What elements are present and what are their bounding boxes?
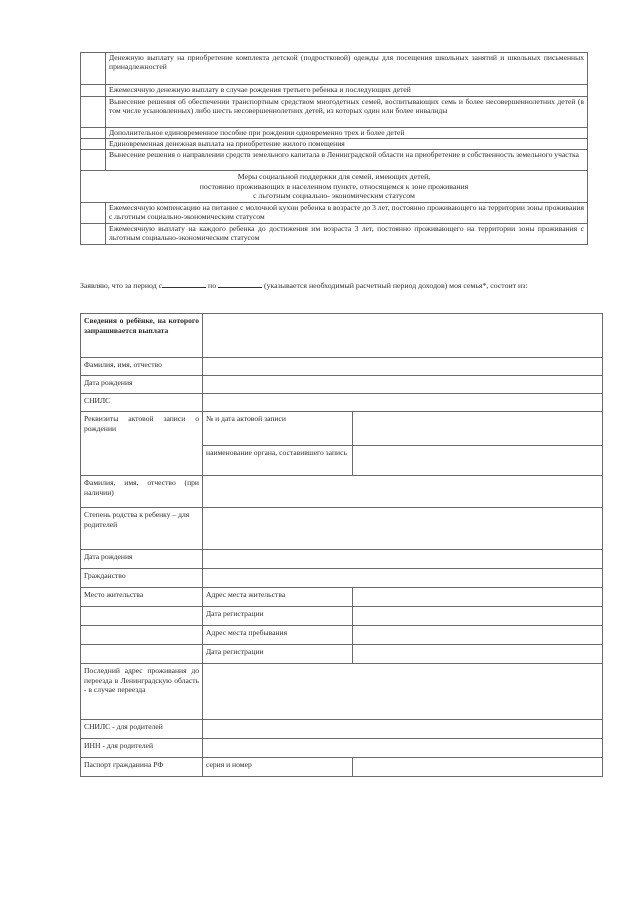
- act-organ-label: наименование органа, составившего запись: [203, 446, 353, 476]
- citizenship-value[interactable]: [203, 569, 603, 588]
- measure-checkbox[interactable]: [81, 202, 106, 223]
- measure-row: [81, 128, 588, 139]
- residence-address-label: Адрес места жительства: [203, 588, 353, 607]
- family-info-table: [80, 313, 603, 777]
- kinship-value[interactable]: [203, 508, 603, 550]
- period-to-field[interactable]: [218, 280, 262, 288]
- measures-header-line: Меры социальной поддержки для семей, имеющих детей,: [237, 172, 431, 181]
- measure-checkbox[interactable]: [81, 97, 106, 128]
- info-row: [81, 412, 603, 446]
- act-organ-value[interactable]: [353, 446, 603, 476]
- info-row: [81, 569, 603, 588]
- snils-label: СНИЛС: [81, 394, 203, 412]
- residence-label: Место жительства: [81, 588, 203, 607]
- measure-checkbox[interactable]: [81, 150, 106, 171]
- measure-checkbox[interactable]: [81, 223, 106, 244]
- measure-text: Ежемесячную компенсацию на питание с молочной кухни ребенка в возрасте до 3 лет, постоянно проживающего на территории зоны проживания с льготным социально-экономическим статусом: [106, 202, 588, 223]
- stay-address-label: Адрес места пребывания: [203, 626, 353, 645]
- statement-text: (указывается необходимый расчетный период доходов) моя семья*, состоит из:: [264, 281, 528, 290]
- info-row: [81, 394, 603, 412]
- stay-reg-date-value[interactable]: [353, 645, 603, 664]
- info-row: [81, 758, 603, 777]
- act-record-label: Реквизиты актовой записи о рождении: [81, 412, 203, 476]
- measure-checkbox[interactable]: [81, 53, 106, 85]
- statement-text: по: [208, 281, 217, 290]
- measures-section-header: [81, 171, 588, 203]
- info-row: [81, 376, 603, 394]
- info-row: [81, 607, 603, 626]
- measure-checkbox[interactable]: [81, 128, 106, 139]
- inn-parents-value[interactable]: [203, 739, 603, 758]
- measure-row: [81, 85, 588, 97]
- info-row: [81, 358, 603, 376]
- measure-row: [81, 223, 588, 244]
- last-address-value[interactable]: [203, 664, 603, 720]
- birth-date-value[interactable]: [203, 376, 603, 394]
- info-row: [81, 739, 603, 758]
- info-row: [81, 508, 603, 550]
- residence-address-value[interactable]: [353, 588, 603, 607]
- snils-value[interactable]: [203, 394, 603, 412]
- inn-parents-label: ИНН - для родителей: [81, 739, 203, 758]
- fio-label: Фамилия, имя, отчество: [81, 358, 203, 376]
- measure-text: Дополнительное единовременное пособие при рождении одновременно трех и более детей: [106, 128, 588, 139]
- info-row: [81, 314, 603, 358]
- last-address-label: Последний адрес проживания до переезда в Ленинградскую область - в случае переезда: [81, 664, 203, 720]
- measure-row: [81, 202, 588, 223]
- passport-series-label: серия и номер: [203, 758, 353, 777]
- stay-address-value[interactable]: [353, 626, 603, 645]
- child-header-label: Сведения о ребёнке, на которого запрашивается выплата: [81, 314, 203, 358]
- value-cell[interactable]: [203, 314, 603, 358]
- snils-parents-label: СНИЛС - для родителей: [81, 720, 203, 739]
- member-birth-date-value[interactable]: [203, 550, 603, 569]
- measures-header-line: с льготным социально- экономическим статусом: [253, 191, 415, 201]
- measure-text: Единовременная денежная выплата на приобретение жилого помещения: [106, 139, 588, 150]
- empty-cell: [81, 626, 203, 645]
- measure-checkbox[interactable]: [81, 85, 106, 97]
- reg-date-value[interactable]: [353, 607, 603, 626]
- family-statement: [80, 280, 588, 292]
- measure-row: [81, 139, 588, 150]
- citizenship-label: Гражданство: [81, 569, 203, 588]
- measure-row: [81, 97, 588, 128]
- birth-date-label: Дата рождения: [81, 376, 203, 394]
- info-row: [81, 588, 603, 607]
- measure-row: [81, 150, 588, 171]
- act-no-date-label: № и дата актовой записи: [203, 412, 353, 446]
- support-measures-table: [80, 52, 588, 245]
- measure-text: Ежемесячную денежную выплату в случае рождения третьего ребенка и последующих детей: [106, 85, 588, 97]
- member-fio-value[interactable]: [203, 476, 603, 508]
- statement-text: Заявляю, что за период с: [80, 281, 163, 290]
- measure-text: Вынесение решения о направлении средств земельного капитала в Ленинградской области на приобретение в собственность земельного участка: [106, 150, 588, 171]
- info-row: [81, 720, 603, 739]
- empty-cell: [81, 645, 203, 664]
- measure-row: [81, 53, 588, 85]
- info-row: [81, 664, 603, 720]
- measure-text: Денежную выплату на приобретение комплекта детской (подростковой) одежды для посещения школьных занятий и школьных письменных принадлежностей: [106, 53, 588, 85]
- stay-reg-date-label: Дата регистрации: [203, 645, 353, 664]
- info-row: [81, 550, 603, 569]
- act-no-date-value[interactable]: [353, 412, 603, 446]
- period-from-field[interactable]: [162, 280, 206, 288]
- passport-label: Паспорт гражданина РФ: [81, 758, 203, 777]
- empty-cell: [81, 607, 203, 626]
- reg-date-label: Дата регистрации: [203, 607, 353, 626]
- info-row: [81, 626, 603, 645]
- kinship-label: Степень родства к ребенку – для родителей: [81, 508, 203, 550]
- member-birth-date-label: Дата рождения: [81, 550, 203, 569]
- measure-text: Вынесение решения об обеспечении транспортным средством многодетных семей, воспитывающих семь и более несовершеннолетних детей (в том числе усыновленных) либо шесть несовершеннолетних детей, из которых один или более инвалиды: [106, 97, 588, 128]
- measures-header-line: постоянно проживающих в населенном пункте, относящемся к зоне проживания: [199, 181, 469, 191]
- info-row: [81, 645, 603, 664]
- snils-parents-value[interactable]: [203, 720, 603, 739]
- measure-text: Ежемесячную выплату на каждого ребенка до достижения им возраста 3 лет, постоянно проживающего на территории зоны проживания с льготным социально-экономическим статусом: [106, 223, 588, 244]
- measure-checkbox[interactable]: [81, 139, 106, 150]
- fio-value[interactable]: [203, 358, 603, 376]
- passport-series-value[interactable]: [353, 758, 603, 777]
- member-fio-label: Фамилия, имя, отчество (при наличии): [81, 476, 203, 508]
- info-row: [81, 476, 603, 508]
